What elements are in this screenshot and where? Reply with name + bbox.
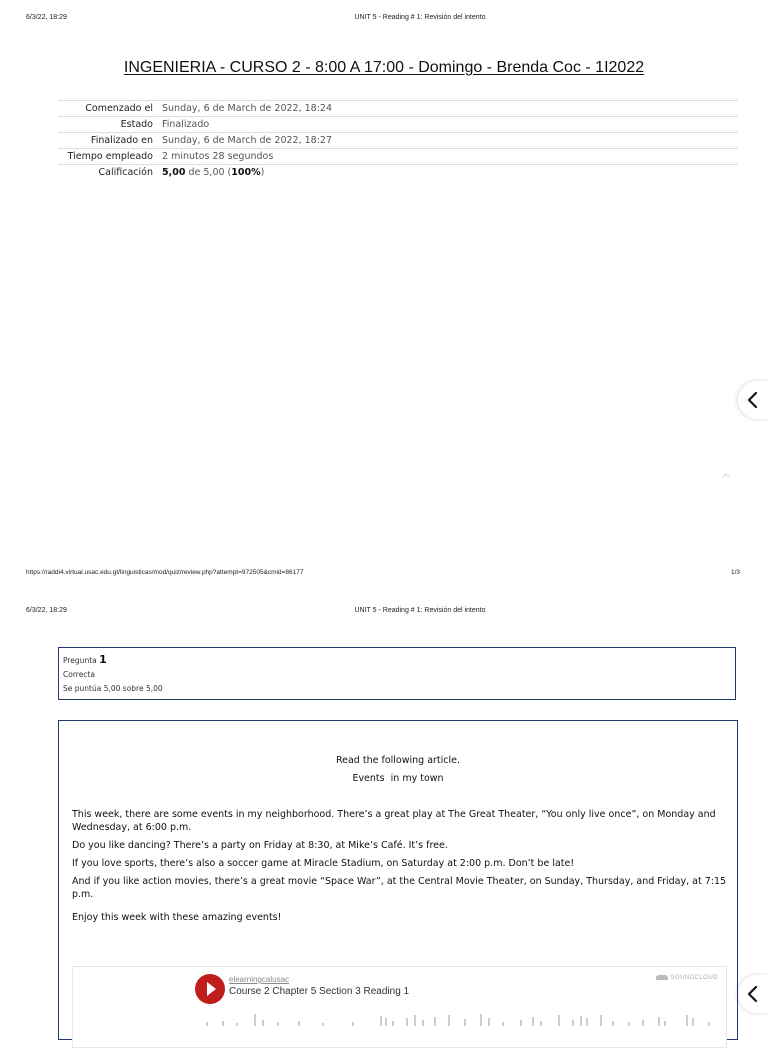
grade-close: ) (260, 167, 265, 178)
summary-label: Comenzado el (58, 101, 162, 117)
summary-value: Finalizado (162, 117, 738, 133)
soundcloud-player (72, 966, 727, 1048)
grade-score: 5,00 (162, 167, 186, 178)
question-text-box (58, 720, 738, 1040)
play-button[interactable] (195, 974, 225, 1004)
question-number: 1 (99, 653, 107, 666)
article-paragraph: Do you like dancing? There’s a party on Friday at 8:30, at Mike’s Café. It’s free. (72, 840, 448, 851)
article-title: Events in my town (352, 773, 444, 784)
summary-value: 2 minutos 28 segundos (162, 149, 738, 165)
chevron-left-icon (746, 391, 760, 409)
grade-rest: de 5,00 ( (188, 167, 232, 178)
print-title: UNIT 5 - Reading # 1: Revisión del intento (354, 14, 486, 21)
soundcloud-brand: SOUNDCLOUD (670, 975, 718, 982)
question-info-box (58, 647, 736, 700)
article-instruction: Read the following article. (335, 755, 461, 766)
print-title: UNIT 5 - Reading # 1: Revisión del intento (354, 607, 486, 614)
summary-label: Tiempo empleado (58, 149, 162, 165)
question-points: Se puntúa 5,00 sobre 5,00 (63, 684, 163, 693)
footer-url: https://raddi4.virtual.usac.edu.gt/linguisticas/mod/quiz/review.php?attempt=972505&cmid=86177 (26, 569, 304, 576)
summary-value: Sunday, 6 de March de 2022, 18:27 (162, 133, 738, 149)
summary-row-started (58, 101, 738, 117)
article-closing: Enjoy this week with these amazing events! (72, 912, 282, 923)
article-paragraph: This week, there are some events in my neighborhood. There’s a great play at The Great Theater, “You only live once”, on Monday and Wednesday, at 6:00 p.m. (72, 809, 716, 833)
summary-value: Sunday, 6 de March de 2022, 18:24 (162, 101, 738, 117)
soundcloud-logo[interactable] (656, 975, 718, 981)
summary-row-finished (58, 133, 738, 149)
drawer-toggle-button[interactable] (738, 381, 768, 419)
track-title[interactable]: Course 2 Chapter 5 Section 3 Reading 1 (229, 986, 410, 997)
course-title[interactable]: INGENIERIA - CURSO 2 - 8:00 A 17:00 - Domingo - Brenda Coc - 1I2022 (123, 59, 645, 76)
print-datetime: 6/3/22, 18:29 (26, 607, 67, 614)
grade-percent: 100% (231, 167, 261, 178)
soundcloud-icon (656, 975, 668, 980)
summary-label: Estado (58, 117, 162, 133)
article-paragraph: And if you like action movies, there’s a great movie “Space War”, at the Central Movie Theater, on Sunday, Thursday, and Friday, at 7:15 p.m. (72, 876, 727, 900)
footer-page-number: 1/3 (731, 569, 741, 576)
summary-label: Finalizado en (58, 133, 162, 149)
grade-value (162, 165, 738, 181)
summary-row-state (58, 117, 738, 133)
print-datetime: 6/3/22, 18:29 (26, 14, 67, 21)
soundcloud-user-link[interactable]: elearningcalusac (229, 975, 290, 984)
play-icon (195, 974, 225, 1004)
chevron-up-icon[interactable] (720, 470, 732, 480)
summary-label: Calificación (58, 165, 162, 181)
summary-row-time (58, 149, 738, 165)
article-paragraph: If you love sports, there’s also a soccer game at Miracle Stadium, on Saturday at 2:00 p.m. Don’t be late! (72, 858, 575, 869)
summary-row-grade (58, 165, 738, 181)
attempt-summary-table (58, 100, 738, 180)
question-label: Pregunta (63, 656, 97, 665)
chevron-left-icon (746, 985, 760, 1003)
question-status: Correcta (63, 670, 95, 679)
drawer-toggle-button[interactable] (738, 975, 768, 1013)
question-heading (63, 653, 731, 668)
